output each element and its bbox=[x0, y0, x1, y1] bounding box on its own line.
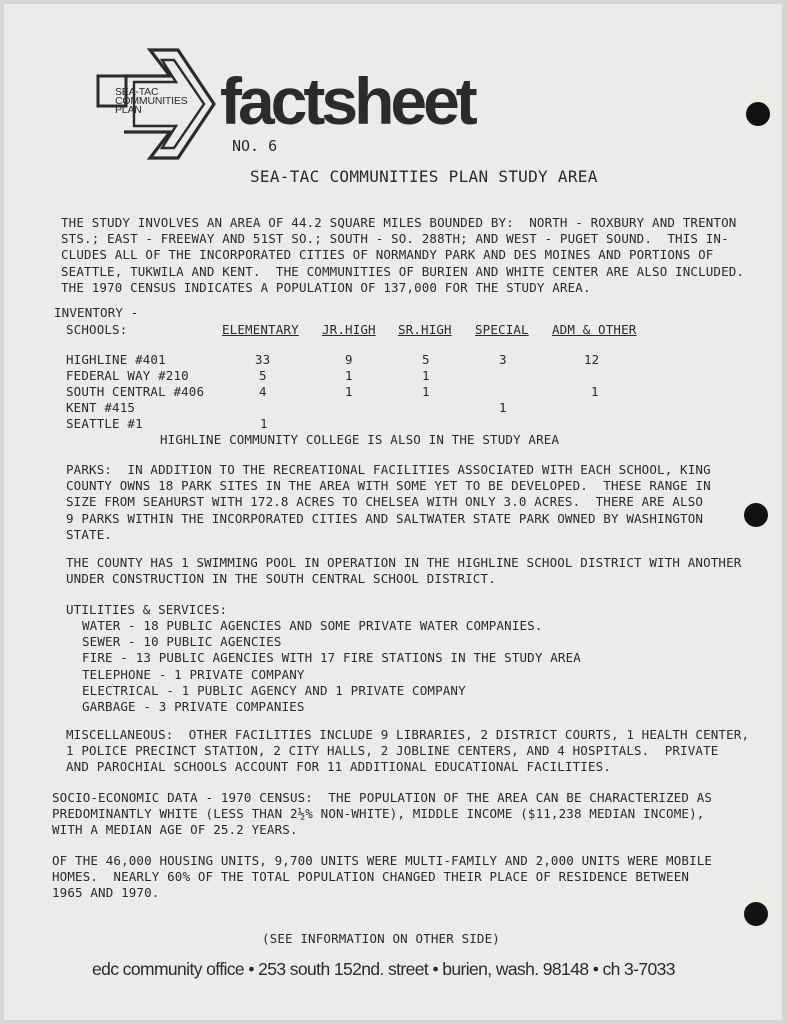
column-header: JR.HIGH bbox=[322, 322, 376, 337]
table-cell: 1 bbox=[499, 400, 507, 415]
text-line: PREDOMINANTLY WHITE (LESS THAN 2½% NON-WHITE), MIDDLE INCOME ($11,238 MEDIAN INCOME), bbox=[52, 806, 705, 822]
district-name: KENT #415 bbox=[66, 400, 136, 415]
pools-paragraph bbox=[66, 555, 741, 587]
table-cell: 4 bbox=[259, 384, 267, 399]
intro-paragraph bbox=[61, 215, 744, 296]
page-title: SEA-TAC COMMUNITIES PLAN STUDY AREA bbox=[250, 167, 598, 186]
text-line: STATE. bbox=[66, 526, 113, 542]
parks-paragraph bbox=[66, 462, 711, 543]
text-line: 1965 AND 1970. bbox=[52, 885, 160, 901]
utilities-label: UTILITIES & SERVICES: bbox=[66, 602, 228, 617]
housing-paragraph bbox=[52, 853, 712, 902]
list-item: ELECTRICAL - 1 PUBLIC AGENCY AND 1 PRIVATE COMPANY bbox=[82, 682, 466, 698]
column-header: SR.HIGH bbox=[398, 322, 452, 337]
text-line: OF THE 46,000 HOUSING UNITS, 9,700 UNITS WERE MULTI-FAMILY AND 2,000 UNITS WERE MOBILE bbox=[52, 853, 713, 868]
table-cell: 3 bbox=[499, 352, 507, 367]
district-name: FEDERAL WAY #210 bbox=[66, 368, 189, 383]
text-line: SOCIO-ECONOMIC DATA - 1970 CENSUS: THE POPULATION OF THE AREA CAN BE CHARACTERIZED AS bbox=[52, 790, 713, 805]
text-line: UNDER CONSTRUCTION IN THE SOUTH CENTRAL SCHOOL DISTRICT. bbox=[66, 571, 496, 587]
table-cell: 1 bbox=[260, 416, 268, 431]
text-line: HOMES. NEARLY 60% OF THE TOTAL POPULATION CHANGED THEIR PLACE OF RESIDENCE BETWEEN bbox=[52, 869, 690, 885]
text-line: 1 POLICE PRECINCT STATION, 2 CITY HALLS, 2 JOBLINE CENTERS, AND 4 HOSPITALS. PRIVATE bbox=[66, 743, 719, 759]
table-cell: 33 bbox=[255, 352, 271, 367]
list-item: SEWER - 10 PUBLIC AGENCIES bbox=[82, 634, 282, 650]
list-item: TELEPHONE - 1 PRIVATE COMPANY bbox=[82, 666, 305, 682]
inventory-note: HIGHLINE COMMUNITY COLLEGE IS ALSO IN THE STUDY AREA bbox=[160, 432, 560, 447]
column-header: ADM & OTHER bbox=[552, 322, 637, 337]
table-cell: 5 bbox=[422, 352, 430, 367]
list-item: GARBAGE - 3 PRIVATE COMPANIES bbox=[82, 699, 305, 715]
footer-address: edc community office • 253 south 152nd. street • burien, wash. 98148 • ch 3-7033 bbox=[92, 959, 675, 979]
punch-hole bbox=[744, 902, 768, 926]
text-line: MISCELLANEOUS: OTHER FACILITIES INCLUDE 9 LIBRARIES, 2 DISTRICT COURTS, 1 HEALTH CENTER, bbox=[66, 727, 750, 742]
logo-line: PLAN bbox=[115, 104, 142, 116]
table-cell: 1 bbox=[591, 384, 599, 399]
logo-line: COMMUNITIES bbox=[115, 95, 188, 107]
list-item: FIRE - 13 PUBLIC AGENCIES WITH 17 FIRE STATIONS IN THE STUDY AREA bbox=[82, 650, 581, 666]
table-cell: 1 bbox=[422, 384, 430, 399]
factsheet-page bbox=[4, 4, 782, 1020]
socio-paragraph bbox=[52, 790, 712, 839]
punch-hole bbox=[744, 503, 768, 527]
punch-hole bbox=[746, 102, 770, 126]
text-line: COUNTY OWNS 18 PARK SITES IN THE AREA WITH SOME YET TO BE DEVELOPED. THESE RANGE IN bbox=[66, 478, 711, 494]
logo-text bbox=[115, 88, 187, 115]
inventory-label: INVENTORY - bbox=[54, 305, 139, 320]
utilities-list bbox=[82, 618, 581, 715]
column-header: ELEMENTARY bbox=[222, 322, 299, 337]
text-line: CLUDES ALL OF THE INCORPORATED CITIES OF NORMANDY PARK AND DES MOINES AND PORTIONS OF bbox=[61, 247, 714, 263]
table-cell: 5 bbox=[259, 368, 267, 383]
factsheet-wordmark: factsheet bbox=[220, 64, 474, 138]
text-line: THE COUNTY HAS 1 SWIMMING POOL IN OPERATION IN THE HIGHLINE SCHOOL DISTRICT WITH ANOTHER bbox=[66, 555, 742, 570]
text-line: AND PAROCHIAL SCHOOLS ACCOUNT FOR 11 ADDITIONAL EDUCATIONAL FACILITIES. bbox=[66, 759, 611, 775]
misc-paragraph bbox=[66, 727, 749, 776]
issue-number: NO. 6 bbox=[232, 137, 278, 155]
text-line: WITH A MEDIAN AGE OF 25.2 YEARS. bbox=[52, 822, 298, 838]
text-line: THE STUDY INVOLVES AN AREA OF 44.2 SQUARE MILES BOUNDED BY: NORTH - ROXBURY AND TRENTON bbox=[61, 215, 737, 230]
table-cell: 12 bbox=[584, 352, 600, 367]
see-other-side-note: (SEE INFORMATION ON OTHER SIDE) bbox=[262, 931, 500, 946]
column-header: SPECIAL bbox=[475, 322, 529, 337]
text-line: PARKS: IN ADDITION TO THE RECREATIONAL FACILITIES ASSOCIATED WITH EACH SCHOOL, KING bbox=[66, 462, 711, 477]
district-name: SOUTH CENTRAL #406 bbox=[66, 384, 205, 399]
text-line: SIZE FROM SEAHURST WITH 172.8 ACRES TO CHELSEA WITH ONLY 3.0 ACRES. THERE ARE ALSO bbox=[66, 494, 704, 510]
text-line: 9 PARKS WITHIN THE INCORPORATED CITIES AND SALTWATER STATE PARK OWNED BY WASHINGTON bbox=[66, 510, 704, 526]
list-item: WATER - 18 PUBLIC AGENCIES AND SOME PRIVATE WATER COMPANIES. bbox=[82, 618, 543, 633]
table-cell: 1 bbox=[345, 384, 353, 399]
schools-label: SCHOOLS: bbox=[66, 322, 128, 337]
table-cell: 1 bbox=[422, 368, 430, 383]
district-name: HIGHLINE #401 bbox=[66, 352, 166, 367]
district-name: SEATTLE #1 bbox=[66, 416, 143, 431]
logo-line: SEA-TAC bbox=[115, 86, 159, 98]
text-line: THE 1970 CENSUS INDICATES A POPULATION OF 137,000 FOR THE STUDY AREA. bbox=[61, 279, 591, 295]
table-cell: 1 bbox=[345, 368, 353, 383]
table-cell: 9 bbox=[345, 352, 353, 367]
text-line: STS.; EAST - FREEWAY AND 51ST SO.; SOUTH - SO. 288TH; AND WEST - PUGET SOUND. THIS IN- bbox=[61, 231, 729, 247]
text-line: SEATTLE, TUKWILA AND KENT. THE COMMUNITIES OF BURIEN AND WHITE CENTER ARE ALSO INCLUDED. bbox=[61, 263, 745, 279]
